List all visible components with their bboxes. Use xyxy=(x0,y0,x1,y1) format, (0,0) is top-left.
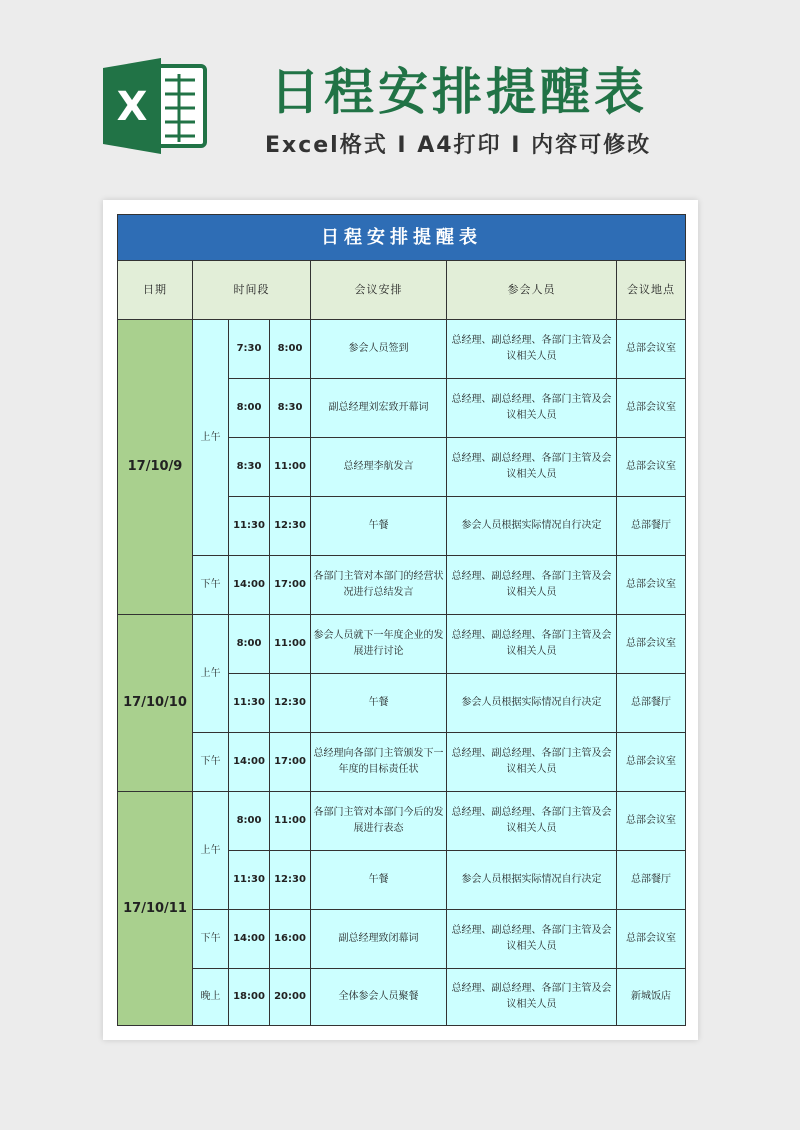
meeting-cell: 各部门主管对本部门今后的发展进行表态 xyxy=(311,792,447,851)
start-time: 8:00 xyxy=(229,379,270,438)
col-header-date: 日期 xyxy=(118,261,193,320)
attendees-cell: 总经理、副总经理、各部门主管及会议相关人员 xyxy=(447,910,617,969)
location-cell: 总部会议室 xyxy=(617,438,686,497)
start-time: 11:30 xyxy=(229,497,270,556)
location-cell: 总部会议室 xyxy=(617,320,686,379)
table-row xyxy=(118,792,686,851)
start-time: 11:30 xyxy=(229,851,270,910)
table-row xyxy=(118,733,686,792)
period-cell: 下午 xyxy=(193,556,229,615)
attendees-cell: 总经理、副总经理、各部门主管及会议相关人员 xyxy=(447,733,617,792)
meeting-cell: 各部门主管对本部门的经营状况进行总结发言 xyxy=(311,556,447,615)
location-cell: 总部会议室 xyxy=(617,379,686,438)
end-time: 11:00 xyxy=(270,438,311,497)
meeting-cell: 午餐 xyxy=(311,674,447,733)
meeting-cell: 参会人员签到 xyxy=(311,320,447,379)
location-cell: 新城饭店 xyxy=(617,969,686,1026)
attendees-cell: 总经理、副总经理、各部门主管及会议相关人员 xyxy=(447,320,617,379)
attendees-cell: 总经理、副总经理、各部门主管及会议相关人员 xyxy=(447,379,617,438)
table-row xyxy=(118,556,686,615)
attendees-cell: 总经理、副总经理、各部门主管及会议相关人员 xyxy=(447,556,617,615)
table-row xyxy=(118,615,686,674)
end-time: 20:00 xyxy=(270,969,311,1026)
period-cell: 上午 xyxy=(193,320,229,556)
end-time: 17:00 xyxy=(270,733,311,792)
end-time: 12:30 xyxy=(270,674,311,733)
location-cell: 总部会议室 xyxy=(617,615,686,674)
start-time: 14:00 xyxy=(229,556,270,615)
page-subtitle: Excel格式 I A4打印 I 内容可修改 xyxy=(265,133,652,158)
start-time: 11:30 xyxy=(229,674,270,733)
meeting-cell: 副总经理致闭幕词 xyxy=(311,910,447,969)
col-header-location: 会议地点 xyxy=(617,261,686,320)
table-row xyxy=(118,320,686,379)
start-time: 14:00 xyxy=(229,910,270,969)
attendees-cell: 总经理、副总经理、各部门主管及会议相关人员 xyxy=(447,438,617,497)
period-cell: 下午 xyxy=(193,910,229,969)
excel-icon xyxy=(103,58,209,154)
period-cell: 下午 xyxy=(193,733,229,792)
schedule-table xyxy=(117,214,686,1026)
location-cell: 总部餐厅 xyxy=(617,497,686,556)
end-time: 8:30 xyxy=(270,379,311,438)
attendees-cell: 参会人员根据实际情况自行决定 xyxy=(447,674,617,733)
attendees-cell: 参会人员根据实际情况自行决定 xyxy=(447,497,617,556)
location-cell: 总部会议室 xyxy=(617,792,686,851)
table-banner xyxy=(118,215,686,261)
start-time: 14:00 xyxy=(229,733,270,792)
meeting-cell: 全体参会人员聚餐 xyxy=(311,969,447,1026)
table-row xyxy=(118,910,686,969)
location-cell: 总部餐厅 xyxy=(617,851,686,910)
table-row xyxy=(118,969,686,1026)
location-cell: 总部会议室 xyxy=(617,556,686,615)
page-header xyxy=(0,0,800,200)
end-time: 8:00 xyxy=(270,320,311,379)
date-cell: 17/10/10 xyxy=(118,615,193,792)
start-time: 7:30 xyxy=(229,320,270,379)
start-time: 8:00 xyxy=(229,792,270,851)
meeting-cell: 总经理向各部门主管颁发下一年度的目标责任状 xyxy=(311,733,447,792)
end-time: 17:00 xyxy=(270,556,311,615)
col-header-meeting: 会议安排 xyxy=(311,261,447,320)
col-header-period: 时间段 xyxy=(193,261,311,320)
attendees-cell: 总经理、副总经理、各部门主管及会议相关人员 xyxy=(447,792,617,851)
start-time: 8:00 xyxy=(229,615,270,674)
page-title: 日程安排提醒表 xyxy=(270,63,648,121)
meeting-cell: 副总经理刘宏致开幕词 xyxy=(311,379,447,438)
start-time: 18:00 xyxy=(229,969,270,1026)
period-cell: 上午 xyxy=(193,792,229,910)
location-cell: 总部餐厅 xyxy=(617,674,686,733)
meeting-cell: 午餐 xyxy=(311,851,447,910)
date-cell: 17/10/11 xyxy=(118,792,193,1026)
end-time: 11:00 xyxy=(270,792,311,851)
end-time: 12:30 xyxy=(270,497,311,556)
end-time: 12:30 xyxy=(270,851,311,910)
table-title: 日程安排提醒表 xyxy=(118,215,686,261)
period-cell: 晚上 xyxy=(193,969,229,1026)
end-time: 16:00 xyxy=(270,910,311,969)
meeting-cell: 参会人员就下一年度企业的发展进行讨论 xyxy=(311,615,447,674)
start-time: 8:30 xyxy=(229,438,270,497)
meeting-cell: 午餐 xyxy=(311,497,447,556)
attendees-cell: 总经理、副总经理、各部门主管及会议相关人员 xyxy=(447,969,617,1026)
excel-logo-letter: X xyxy=(116,84,148,130)
schedule-body xyxy=(118,320,686,1026)
meeting-cell: 总经理李航发言 xyxy=(311,438,447,497)
location-cell: 总部会议室 xyxy=(617,910,686,969)
schedule-sheet xyxy=(103,200,698,1040)
date-cell: 17/10/9 xyxy=(118,320,193,615)
header-row xyxy=(118,261,686,320)
location-cell: 总部会议室 xyxy=(617,733,686,792)
attendees-cell: 参会人员根据实际情况自行决定 xyxy=(447,851,617,910)
attendees-cell: 总经理、副总经理、各部门主管及会议相关人员 xyxy=(447,615,617,674)
period-cell: 上午 xyxy=(193,615,229,733)
col-header-attendees: 参会人员 xyxy=(447,261,617,320)
end-time: 11:00 xyxy=(270,615,311,674)
